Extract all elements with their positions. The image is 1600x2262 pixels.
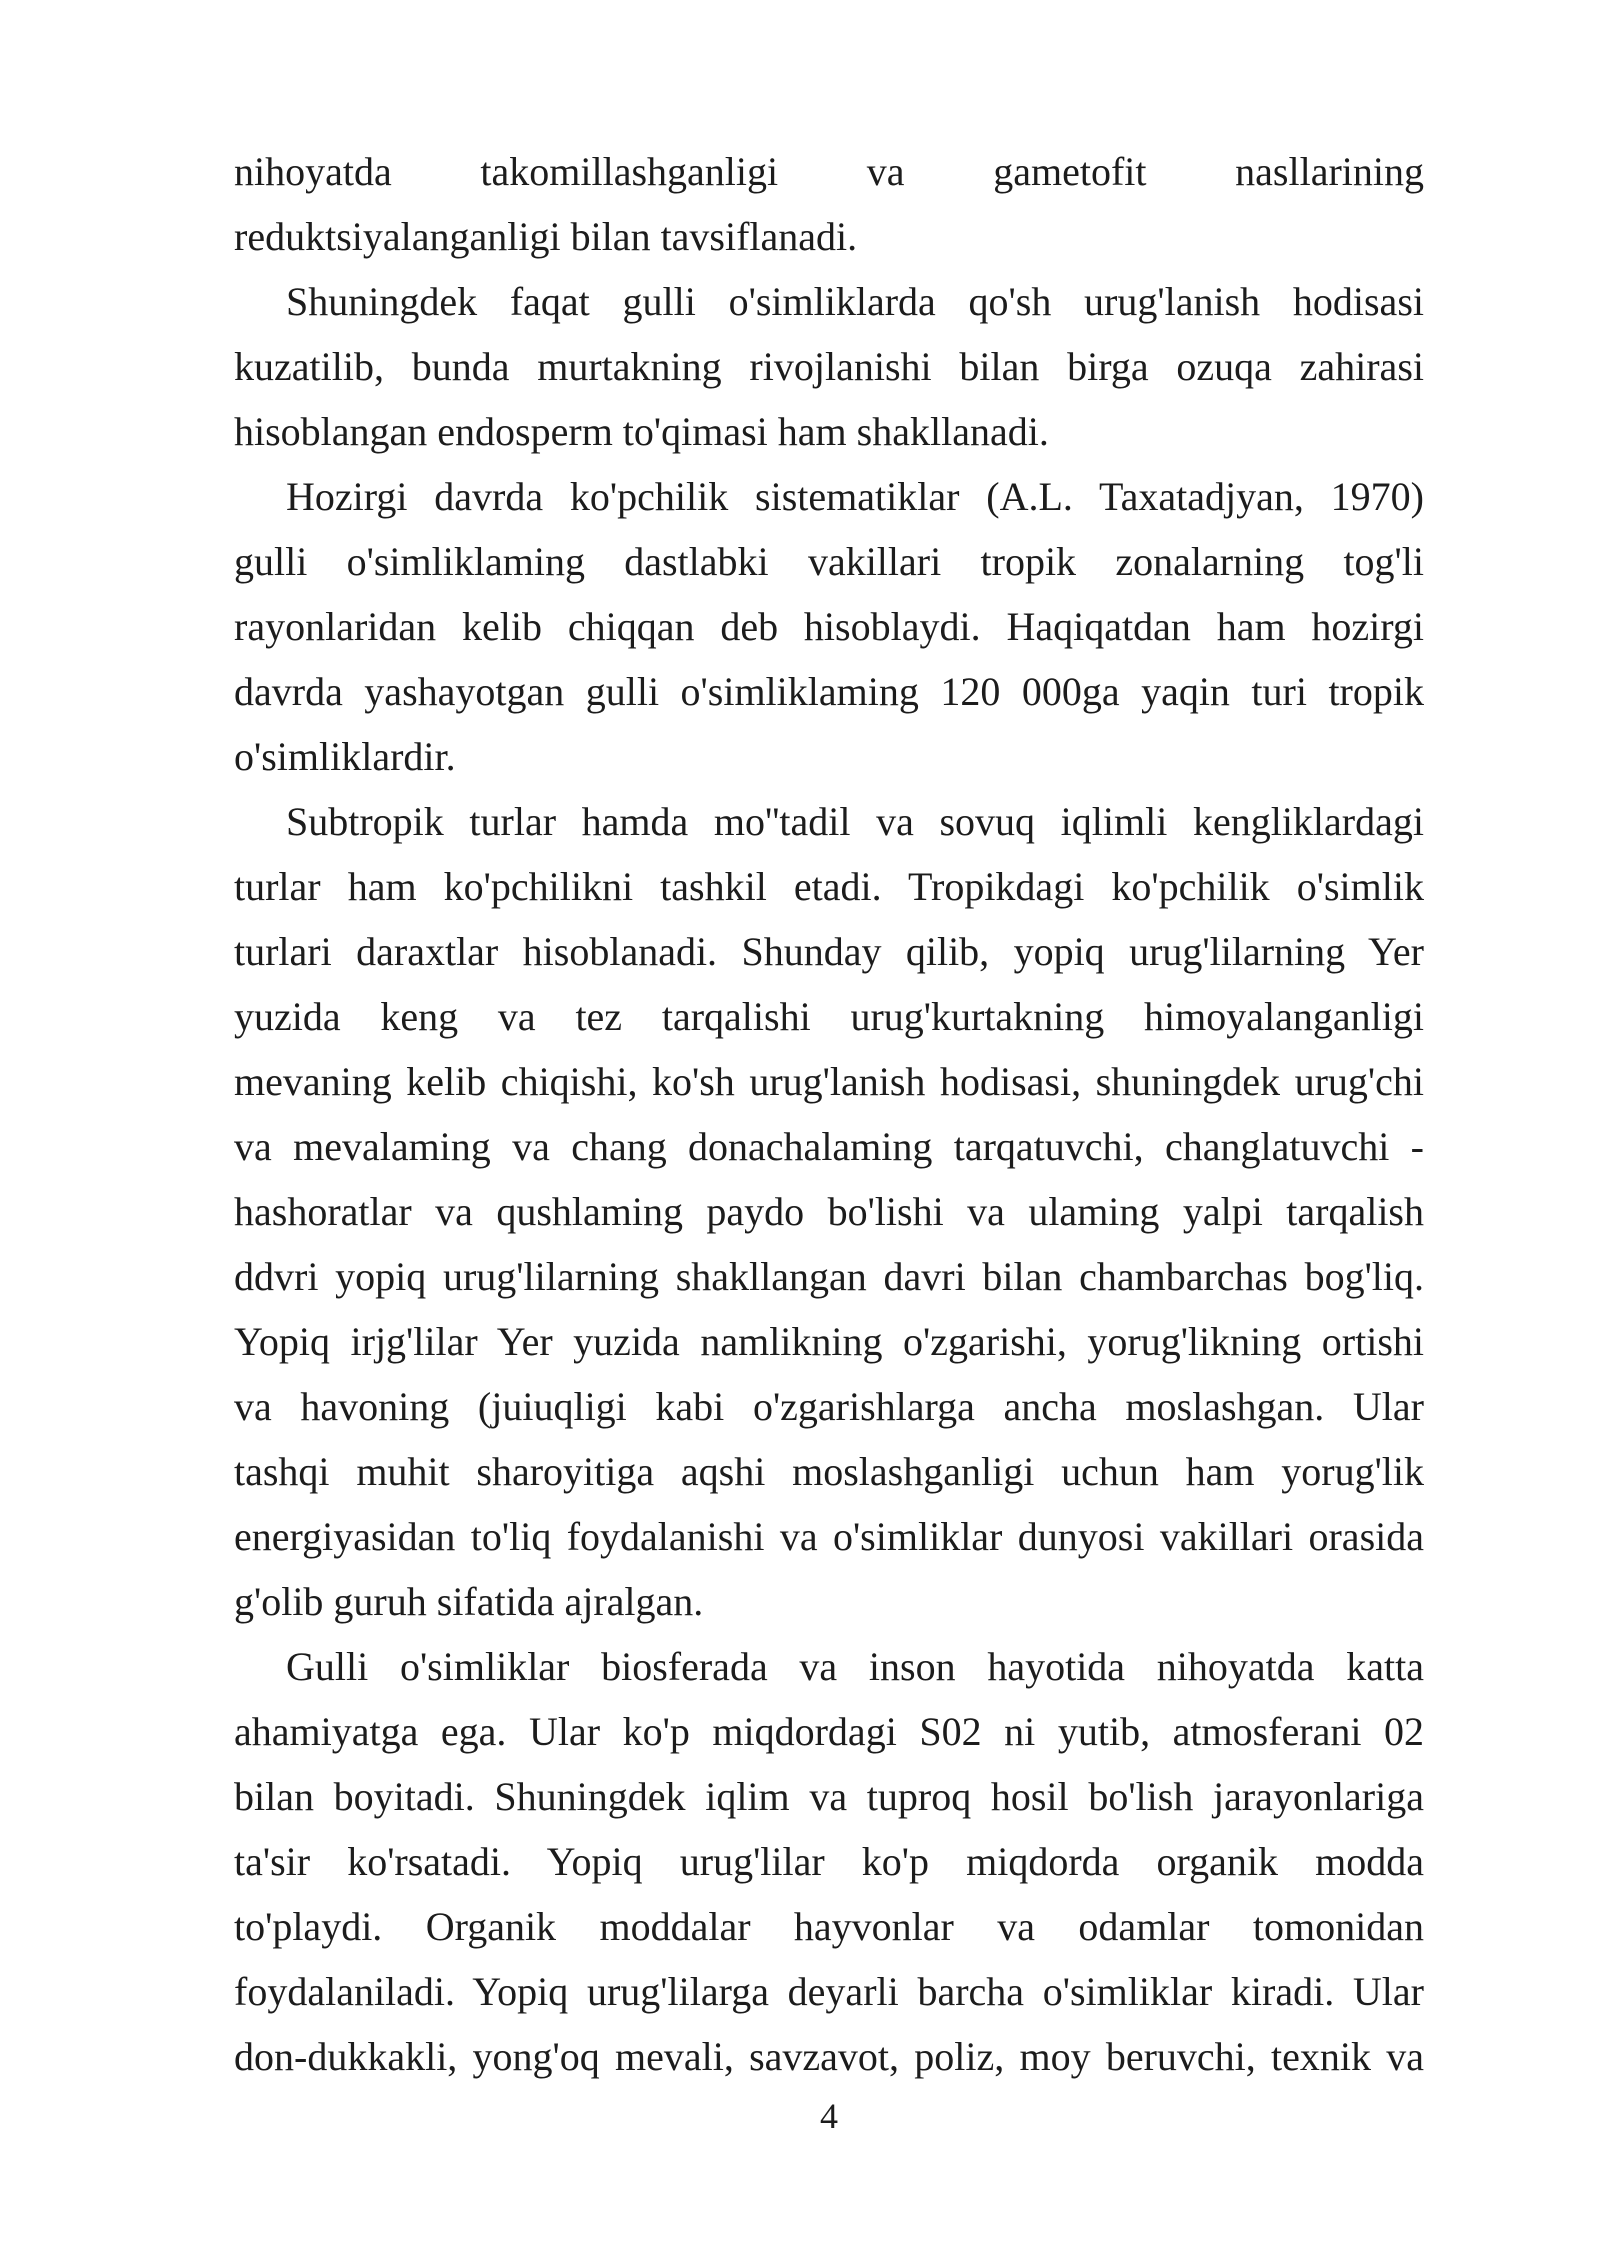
document-body (234, 139, 1424, 2089)
text-line: mevaning kelib chiqishi, ko'sh urug'lanish hodisasi, shuningdek urug'chi (234, 1059, 1424, 1104)
text-line: hashoratlar va qushlaming paydo bo'lishi va ulaming yalpi tarqalish (234, 1189, 1424, 1234)
text-line: Yopiq irjg'lilar Yer yuzida namlikning o'zgarishi, yorug'likning ortishi (234, 1319, 1424, 1364)
text-line: to'playdi. Organik moddalar hayvonlar va odamlar tomonidan (234, 1904, 1424, 1949)
text-line: rayonlaridan kelib chiqqan deb hisoblaydi. Haqiqatdan ham hozirgi (234, 604, 1424, 649)
text-line: turlar ham ko'pchilikni tashkil etadi. Tropikdagi ko'pchilik o'simlik (234, 864, 1424, 909)
text-line: ahamiyatga ega. Ular ko'p miqdordagi S02 ni yutib, atmosferani 02 (234, 1709, 1424, 1754)
text-line: o'simliklardir. (234, 734, 456, 779)
text-line: nihoyatda takomillashganligi va gametofit nasllarining (234, 149, 1424, 194)
paragraph (234, 789, 1424, 1634)
text-line: bilan boyitadi. Shuningdek iqlim va tuproq hosil bo'lish jarayonlariga (234, 1774, 1424, 1819)
text-line: don-dukkakli, yong'oq mevali, savzavot, poliz, moy beruvchi, texnik va (234, 2034, 1424, 2079)
text-line: va mevalaming va chang donachalaming tarqatuvchi, changlatuvchi - (234, 1124, 1424, 1169)
text-line: davrda yashayotgan gulli o'simliklaming 120 000ga yaqin turi tropik (234, 669, 1424, 714)
text-line: hisoblangan endosperm to'qimasi ham shakllanadi. (234, 409, 1049, 454)
text-line: kuzatilib, bunda murtakning rivojlanishi bilan birga ozuqa zahirasi (234, 344, 1424, 389)
text-line: turlari daraxtlar hisoblanadi. Shunday qilib, yopiq urug'lilarning Yer (234, 929, 1424, 974)
text-line: ta'sir ko'rsatadi. Yopiq urug'lilar ko'p miqdorda organik modda (234, 1839, 1424, 1884)
text-line: Hozirgi davrda ko'pchilik sistematiklar (A.L. Taxatadjyan, 1970) (286, 474, 1424, 519)
text-line: energiyasidan to'liq foydalanishi va o'simliklar dunyosi vakillari orasida (234, 1514, 1424, 1559)
text-line: va havoning (juiuqligi kabi o'zgarishlarga ancha moslashgan. Ular (234, 1384, 1424, 1429)
text-line: reduktsiyalanganligi bilan tavsiflanadi. (234, 214, 858, 259)
paragraph (234, 464, 1424, 789)
text-line: ddvri yopiq urug'lilarning shakllangan davri bilan chambarchas bog'liq. (234, 1254, 1424, 1299)
text-line: tashqi muhit sharoyitiga aqshi moslashganligi uchun ham yorug'lik (234, 1449, 1424, 1494)
paragraph (234, 1634, 1424, 2089)
text-line: g'olib guruh sifatida ajralgan. (234, 1579, 704, 1624)
text-line: gulli o'simliklaming dastlabki vakillari tropik zonalarning tog'li (234, 539, 1424, 584)
text-line: Subtropik turlar hamda mo''tadil va sovuq iqlimli kengliklardagi (286, 799, 1424, 844)
text-line: Gulli o'simliklar biosferada va inson hayotida nihoyatda katta (286, 1644, 1424, 1689)
paragraph (234, 139, 1424, 269)
text-line: yuzida keng va tez tarqalishi urug'kurtakning himoyalanganligi (234, 994, 1424, 1039)
paragraph (234, 269, 1424, 464)
page-number: 4 (820, 2096, 838, 2136)
text-line: Shuningdek faqat gulli o'simliklarda qo'sh urug'lanish hodisasi (286, 279, 1424, 324)
text-line: foydalaniladi. Yopiq urug'lilarga deyarli barcha o'simliklar kiradi. Ular (234, 1969, 1424, 2014)
